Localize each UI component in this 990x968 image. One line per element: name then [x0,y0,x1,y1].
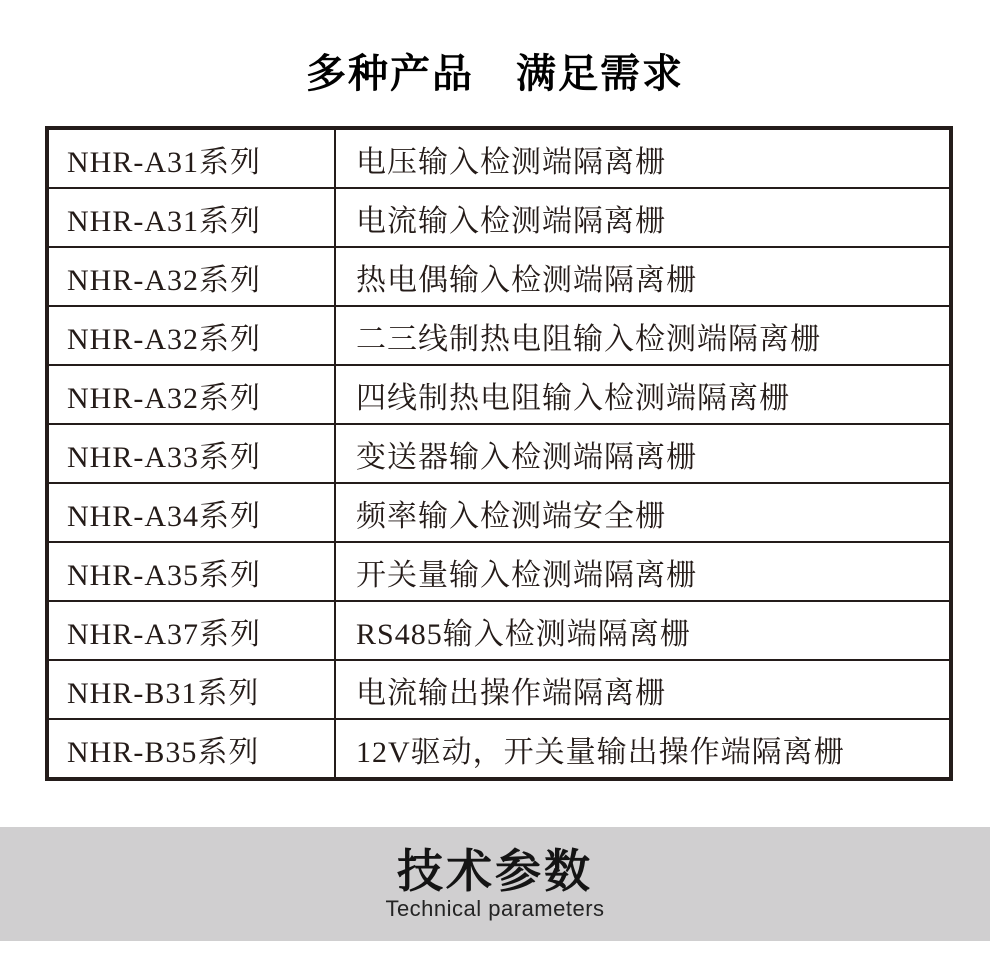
series-cell: NHR-A32系列 [47,306,335,365]
product-table-body [47,128,951,779]
description-cell: 电压输入检测端隔离栅 [335,128,951,188]
table-row [47,542,951,601]
description-cell: RS485输入检测端隔离栅 [335,601,951,660]
description-cell: 电流输出操作端隔离栅 [335,660,951,719]
tech-params-section [0,827,990,941]
table-row [47,719,951,779]
series-cell: NHR-B35系列 [47,719,335,779]
series-cell: NHR-A35系列 [47,542,335,601]
series-cell: NHR-A31系列 [47,128,335,188]
series-cell: NHR-A37系列 [47,601,335,660]
table-row [47,601,951,660]
series-cell: NHR-A32系列 [47,365,335,424]
series-cell: NHR-A34系列 [47,483,335,542]
description-cell: 变送器输入检测端隔离栅 [335,424,951,483]
table-row [47,247,951,306]
table-row [47,483,951,542]
tech-params-subtitle: Technical parameters [385,896,605,921]
table-row [47,660,951,719]
description-cell: 二三线制热电阻输入检测端隔离栅 [335,306,951,365]
series-cell: NHR-A31系列 [47,188,335,247]
table-row [47,424,951,483]
description-cell: 电流输入检测端隔离栅 [335,188,951,247]
table-row [47,306,951,365]
table-row [47,128,951,188]
description-cell: 频率输入检测端安全栅 [335,483,951,542]
description-cell: 开关量输入检测端隔离栅 [335,542,951,601]
series-cell: NHR-B31系列 [47,660,335,719]
product-table [45,126,953,781]
series-cell: NHR-A32系列 [47,247,335,306]
page-title: 多种产品 满足需求 [306,52,684,96]
tech-params-title: 技术参数 [397,845,593,897]
series-cell: NHR-A33系列 [47,424,335,483]
description-cell: 热电偶输入检测端隔离栅 [335,247,951,306]
description-cell: 四线制热电阻输入检测端隔离栅 [335,365,951,424]
table-row [47,188,951,247]
description-cell: 12V驱动，开关量输出操作端隔离栅 [335,719,951,779]
table-row [47,365,951,424]
